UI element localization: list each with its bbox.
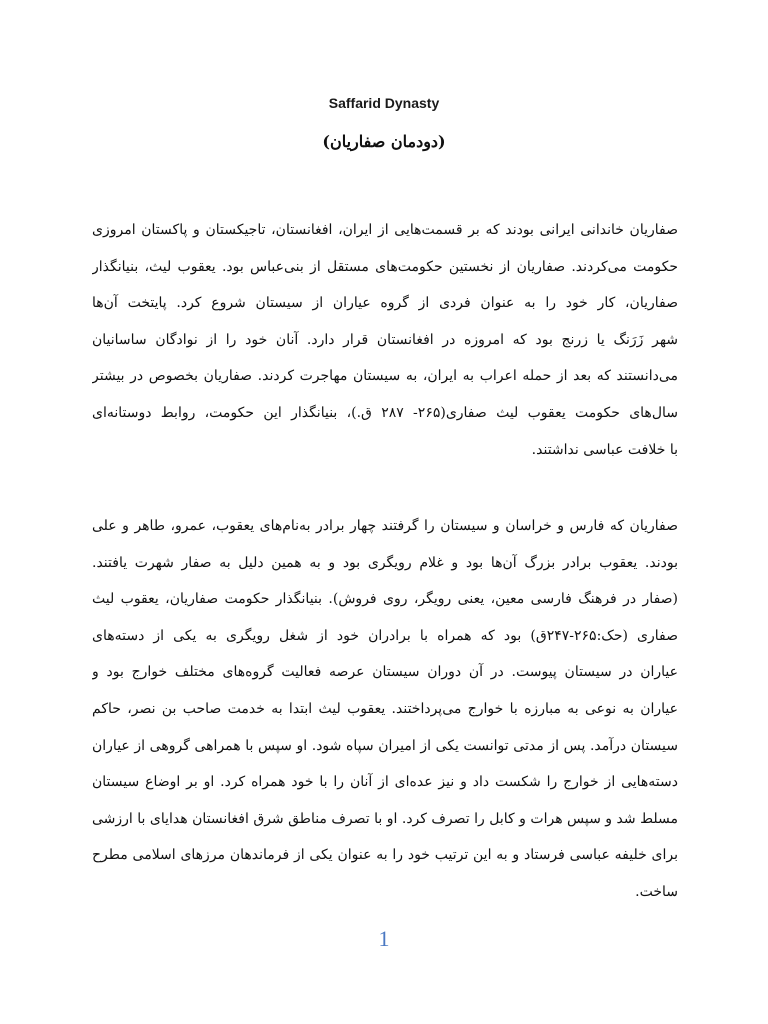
paragraph-line: با خلافت عباسی نداشتند. (531, 441, 678, 458)
paragraph-line: سیستان درآمد. پس از مدتی توانست یکی از امیران سپاه شود. او سپس با همراهی گروهی از عیاران (92, 737, 678, 754)
paragraph-2 (92, 508, 678, 911)
paragraph-line: سال‌های حکومت یعقوب لیث صفاری(۲۶۵- ۲۸۷ ق.)، بنیانگذار این حکومت، روابط دوستانه‌ای (92, 404, 678, 421)
paragraph-line: عیاران به نوعی به مبارزه با خوارج می‌پرداختند. یعقوب لیث ابتدا به خدمت صاحب بن نصر، حاکم (92, 700, 678, 717)
document-title: Saffarid Dynasty (328, 95, 440, 111)
page-number: 1 (378, 926, 390, 951)
paragraph-line: بودند. یعقوب برادر بزرگ آن‌ها بود و غلام رویگری بود و به همین دلیل به صفار شهرت یافتند. (92, 554, 678, 571)
paragraph-line: صفاریان، کار خود را به عنوان فردی از گروه عیاران از سیستان شروع کرد. پایتخت آن‌ها (92, 295, 678, 312)
paragraph-line: برای خلیفه عباسی فرستاد و به این ترتیب خود را به عنوان یکی از فرماندهان مرزهای اسلامی مطرح (92, 847, 678, 864)
paragraph-line: (صفار در فرهنگ فارسی معین، یعنی رویگر، روی فروش). بنیانگذار حکومت صفاریان، یعقوب لیث (92, 591, 678, 608)
paragraph-line: مسلط شد و سپس هرات و کابل را تصرف کرد. او با تصرف مناطق شرق افغانستان هدایای با ارزشی (92, 810, 678, 827)
paragraph-line: صفاری (حک:۲۶۵-۲۴۷ق) بود که همراه با برادران خود از شغل رویگری به یکی از دسته‌های (92, 627, 678, 644)
paragraph-line: حکومت می‌کردند. صفاریان از نخستین حکومت‌های مستقل از بنی‌عباس بود. یعقوب لیث، بنیانگذار (92, 258, 678, 275)
paragraph-line: دسته‌هایی از خوارج را شکست داد و نیز عده‌ای از آنان را با خود همراه کرد. او بر اوضاع سیستان (92, 774, 678, 791)
paragraph-line: شهر زَرَنگ یا زرنج بود که امروزه در افغانستان قرار دارد. آنان خود را از نوادگان ساسانیان (92, 331, 678, 348)
paragraph-line: صفاریان خاندانی ایرانی بودند که بر قسمت‌هایی از ایران، افغانستان، تاجیکستان و پاکستان امروزی (92, 222, 678, 238)
paragraph-line: ساخت. (635, 883, 678, 900)
paragraph-line: صفاریان که فارس و خراسان و سیستان را گرفتند چهار برادر به‌نام‌های یعقوب، عمرو، طاهر و علی (92, 518, 678, 534)
document-subtitle: (دودمان صفاریان) (322, 132, 446, 151)
paragraph-line: عیاران در سیستان پیوست. در آن دوران سیستان عرصه فعالیت گروه‌های مختلف خوارج بود و (92, 664, 678, 681)
paragraph-1 (92, 212, 678, 468)
paragraph-line: می‌دانستند که بعد از حمله اعراب به ایران، به سیستان مهاجرت کردند. صفاریان بخصوص در بیشتر (92, 368, 678, 385)
